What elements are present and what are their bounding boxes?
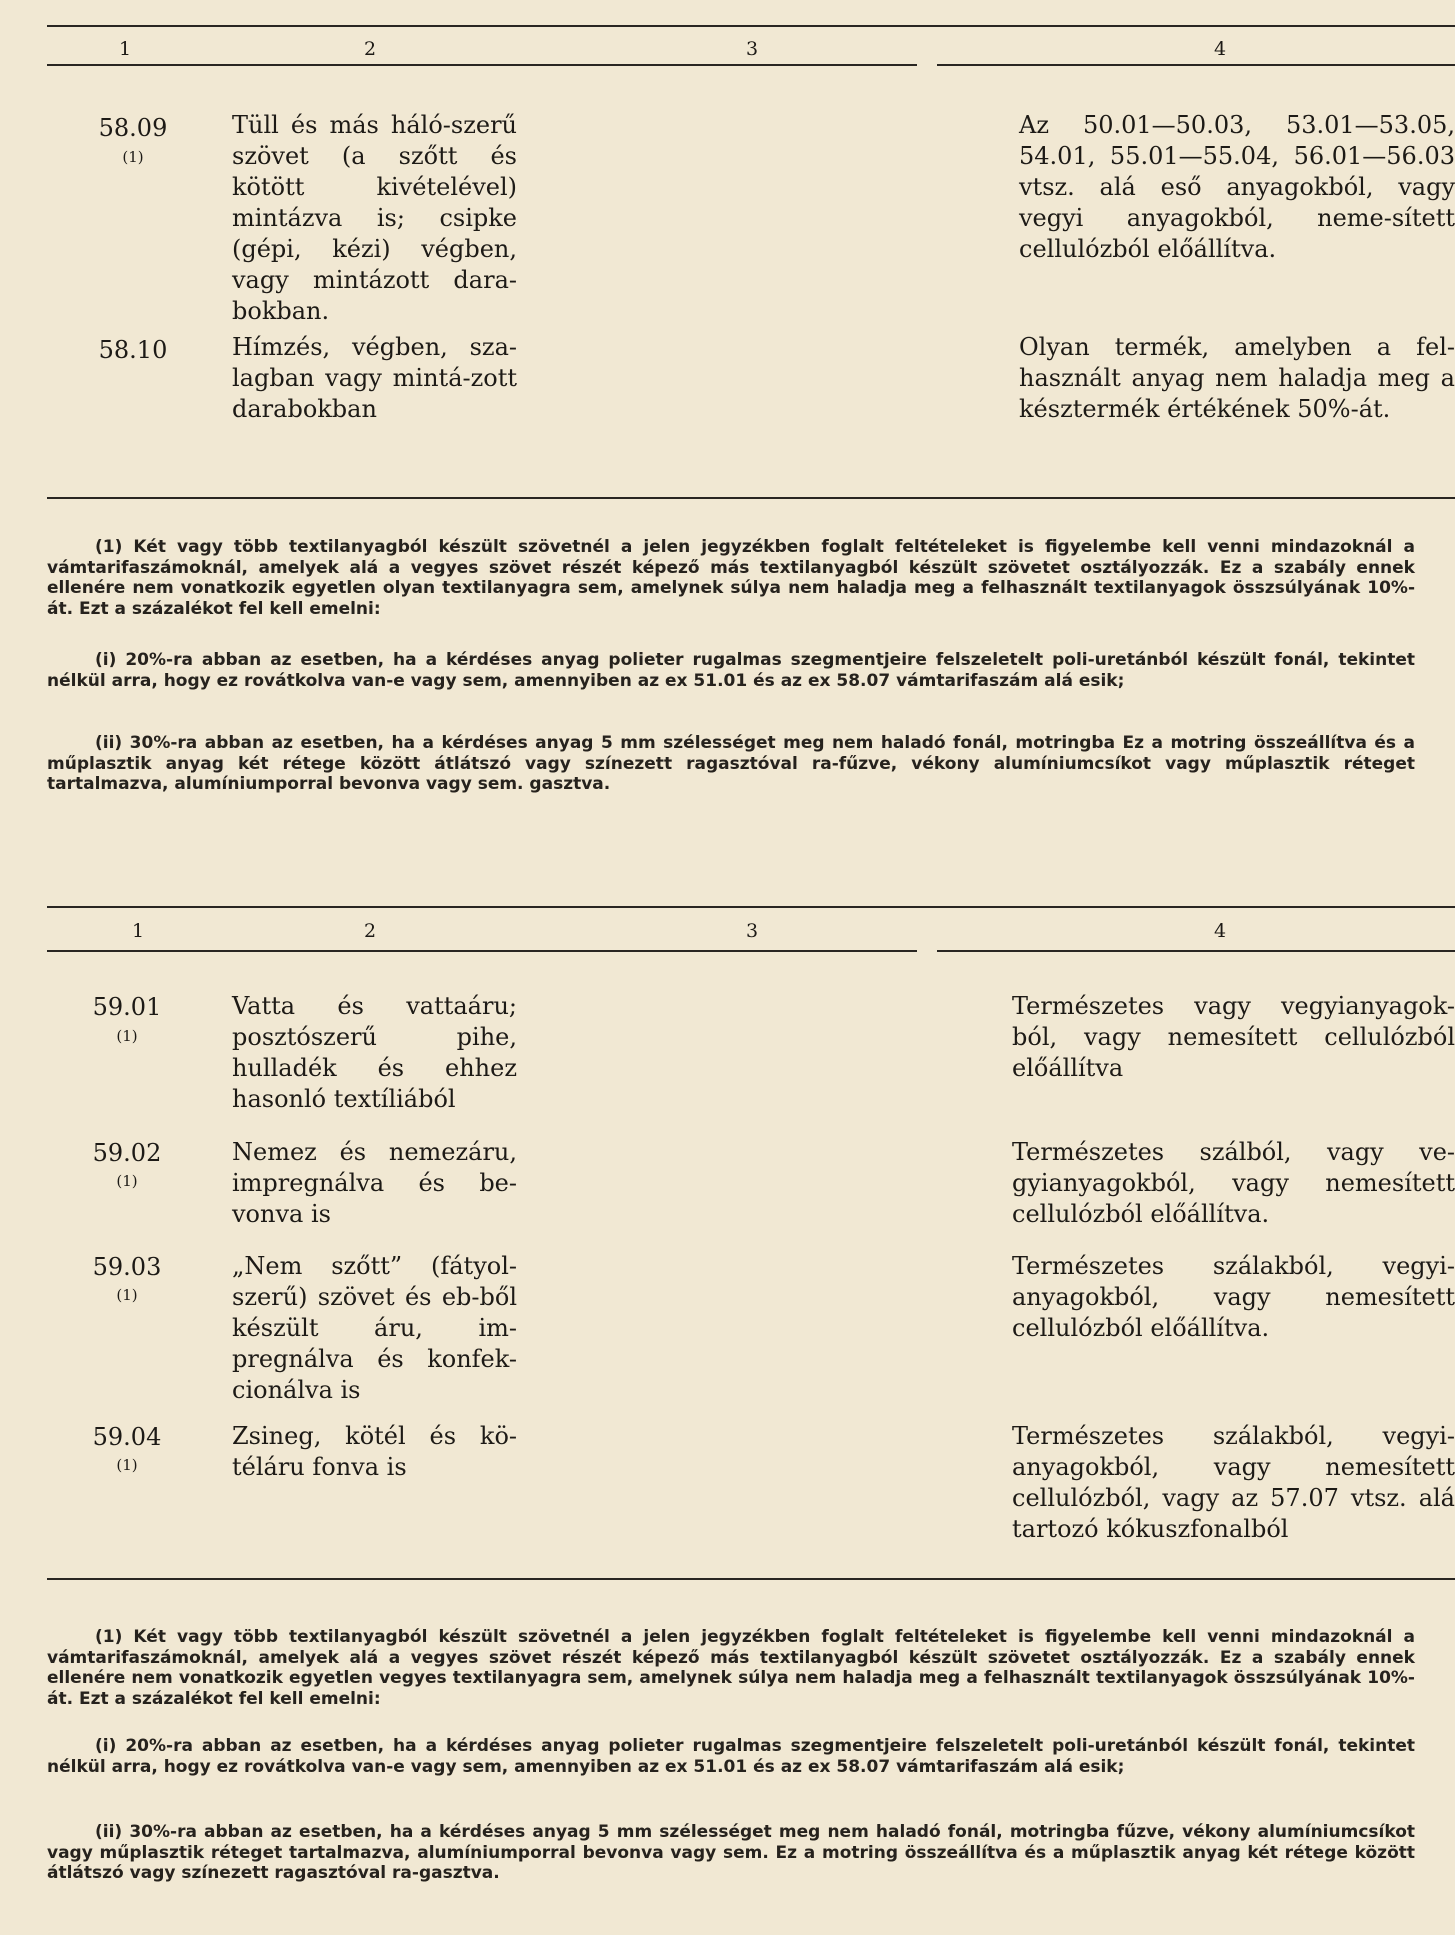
table1-header-rule-left xyxy=(47,64,917,66)
table-row-note: (1) xyxy=(116,1286,138,1304)
table-row-description: „Nem szőtt” (fátyol-szerű) szövet és eb-ből készült áru, im-pregnálva és konfek-cionálva is xyxy=(232,1252,517,1404)
table2-header-rule-right xyxy=(937,950,1455,952)
table-row-note: (1) xyxy=(122,148,144,166)
table-row-code: 58.09 xyxy=(98,114,168,142)
table-row-description: Vatta és vattaáru; posztószerű pihe, hulladék és ehhez hasonló textíliából xyxy=(232,992,517,1113)
table-row-code: 59.01 xyxy=(92,993,162,1021)
table-row-condition: Természetes szálból, vagy ve-gyianyagokból, vagy nemesített cellulózból előállítva. xyxy=(1012,1138,1455,1228)
table2-col-header-3: 3 xyxy=(745,920,759,942)
footnote1-item-i: (i) 20%-ra abban az esetben, ha a kérdéses anyag polieter rugalmas szegmentjeire felszeletelt poli-uretánból készült fonál, tekintet nélkül arra, hogy ez rovátkolva van-e vagy sem, amennyiben az ex 51.01 és az ex 58.07 vámtarifaszám alá esik; xyxy=(47,650,1415,691)
table2-top-rule xyxy=(47,906,1455,908)
footnote1-intro: (1) Két vagy több textilanyagból készült szövetnél a jelen jegyzékben foglalt feltételeket is figyelembe kell venni mindazoknál a vámtarifaszámoknál, amelyek alá a vegyes szövet részét képező más textilanyagból készült szövetet osztályozzák. Ez a szabály ennek ellenére nem vonatkozik egyetlen olyan textilanyagra sem, amelynek súlya nem haladja meg a felhasznált textilanyagok összsúlyának 10%-át. Ezt a százalékot fel kell emelni: xyxy=(47,537,1415,619)
table1-col-header-2: 2 xyxy=(363,38,377,60)
table-row-condition: Természetes szálakból, vegyi-anyagokból, vagy nemesített cellulózból előállítva. xyxy=(1012,1252,1455,1342)
table2-col-header-1: 1 xyxy=(131,920,145,942)
table2-col-header-2: 2 xyxy=(363,920,377,942)
footnote1-item-ii: (ii) 30%-ra abban az esetben, ha a kérdéses anyag 5 mm szélességet meg nem haladó fonál, motringba Ez a motring összeállítva és a műplasztik anyag két rétege között átlátszó vagy színezett ragasztóval ra-fűzve, vékony alumíniumcsíkot vagy műplasztik réteget tartalmazva, alumíniumporral bevonva vagy sem. gasztva. xyxy=(47,733,1415,794)
footnote2-item-i: (i) 20%-ra abban az esetben, ha a kérdéses anyag polieter rugalmas szegmentjeire felszeletelt poli-uretánból készült fonál, tekintet nélkül arra, hogy ez rovátkolva van-e vagy sem, amennyiben az ex 51.01 és az ex 58.07 vámtarifaszám alá esik; xyxy=(47,1736,1415,1777)
table-row-note: (1) xyxy=(116,1456,138,1474)
table-row-condition: Az 50.01—50.03, 53.01—53.05, 54.01, 55.01—55.04, 56.01—56.03 vtsz. alá eső anyagokból, vagy vegyi anyagokból, neme-sített cellulózból előállítva. xyxy=(1019,111,1455,263)
table2-bottom-rule xyxy=(47,1578,1455,1580)
table2-col-header-4: 4 xyxy=(1213,920,1227,942)
table1-col-header-1: 1 xyxy=(118,38,132,60)
table1-header-rule-right xyxy=(937,64,1455,66)
table-row-description: Tüll és más háló-szerű szövet (a szőtt és kötött kivételével) mintázva is; csipke (gépi, kézi) végben, vagy mintázott dara-bokban. xyxy=(232,111,517,325)
table-row-description: Hímzés, végben, sza-lagban vagy mintá-zott darabokban xyxy=(232,333,517,423)
table-row-code: 59.04 xyxy=(92,1423,162,1451)
table1-bottom-rule xyxy=(47,497,1455,499)
table-row-description: Zsineg, kötél és kö-téláru fonva is xyxy=(232,1422,517,1481)
table1-top-rule xyxy=(47,25,1455,27)
table-row-note: (1) xyxy=(116,1027,138,1045)
table2-header-rule-left xyxy=(47,950,917,952)
table-row-description: Nemez és nemezáru, impregnálva és be-vonva is xyxy=(232,1138,517,1228)
table-row-note: (1) xyxy=(116,1172,138,1190)
table1-col-header-4: 4 xyxy=(1213,38,1227,60)
table-row-condition: Olyan termék, amelyben a fel-használt anyag nem haladja meg a késztermék értékének 50%-át. xyxy=(1019,333,1455,423)
table-row-code: 59.03 xyxy=(92,1253,162,1281)
table-row-condition: Természetes szálakból, vegyi-anyagokból, vagy nemesített cellulózból, vagy az 57.07 vtsz. alá tartozó kókuszfonalból xyxy=(1012,1422,1455,1543)
table-row-condition: Természetes vagy vegyianyagok-ból, vagy nemesített cellulózból előállítva xyxy=(1012,992,1455,1082)
footnote2-intro: (1) Két vagy több textilanyagból készült szövetnél a jelen jegyzékben foglalt feltételeket is figyelembe kell venni mindazoknál a vámtarifaszámoknál, amelyek alá a vegyes szövet részét képező más textilanyagból készült szövetet osztályozzák. Ez a szabály ennek ellenére nem vonatkozik egyetlen vegyes textilanyagra sem, amelynek súlya nem haladja meg a felhasznált textilanyagok összsúlyának 10%-át. Ezt a százalékot fel kell emelni: xyxy=(47,1627,1415,1709)
footnote2-item-ii: (ii) 30%-ra abban az esetben, ha a kérdéses anyag 5 mm szélességet meg nem haladó fonál, motringba fűzve, vékony alumíniumcsíkot vagy műplasztik réteget tartalmazva, alumíniumporral bevonva vagy sem. Ez a motring összeállítva és a műplasztik anyag két rétege között átlátszó vagy színezett ragasztóval ra-gasztva. xyxy=(47,1822,1415,1883)
table1-col-header-3: 3 xyxy=(745,38,759,60)
table-row-code: 59.02 xyxy=(92,1139,162,1167)
table-row-code: 58.10 xyxy=(98,336,168,364)
